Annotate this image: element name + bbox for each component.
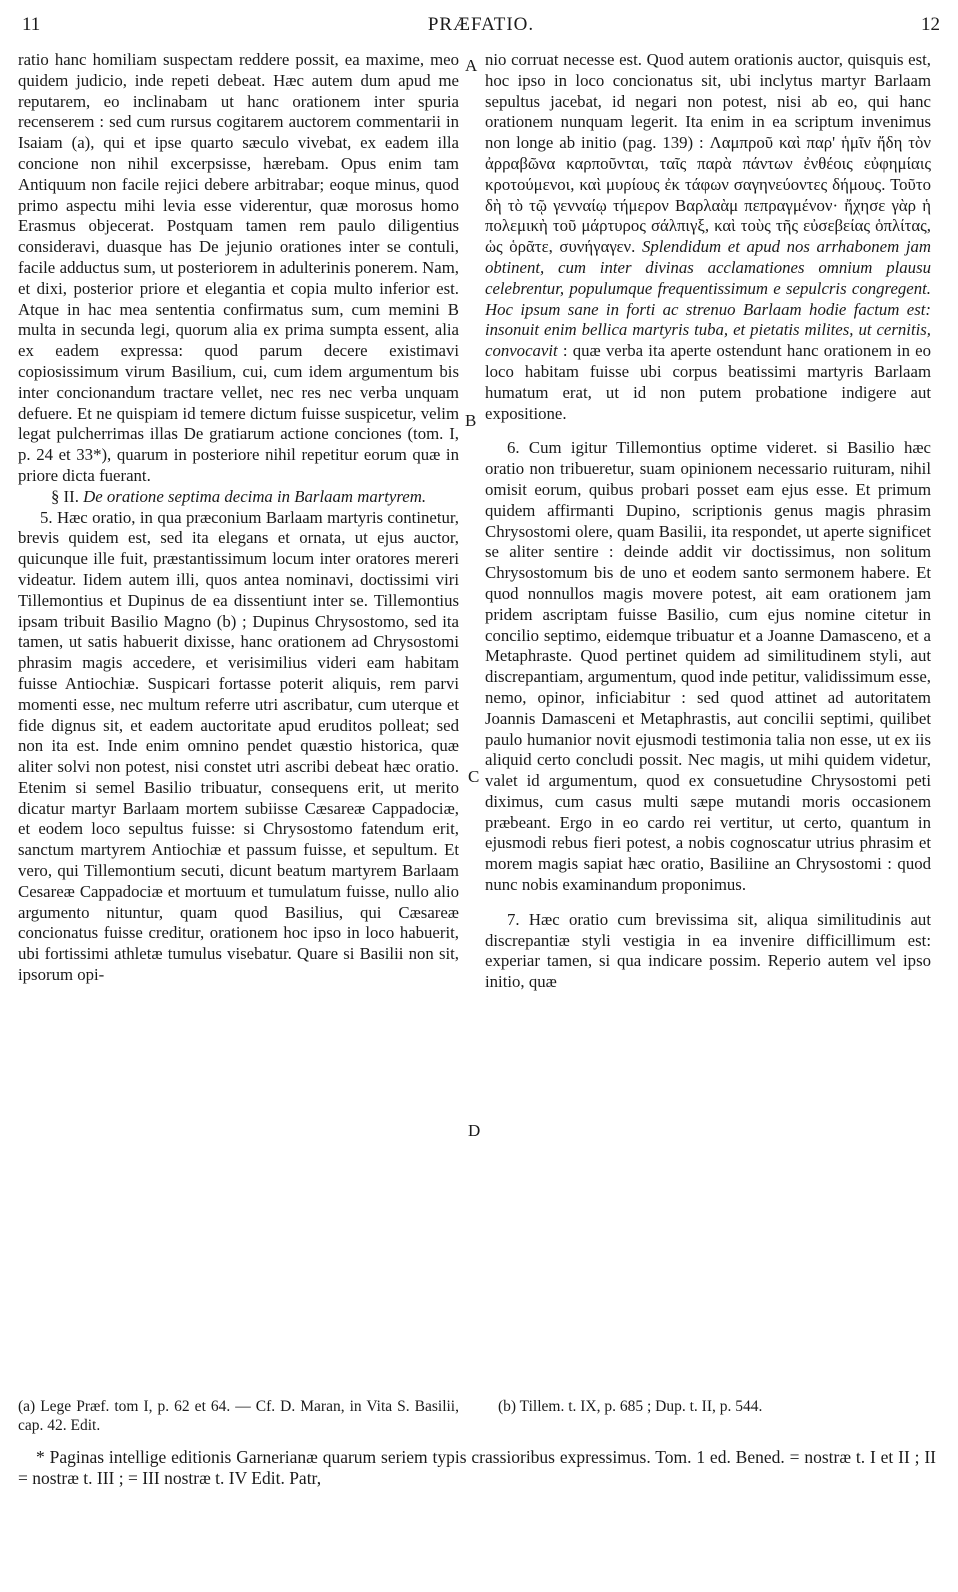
body-paragraph: ratio hanc homiliam suspectam reddere possit, ea maxime, meo quidem judicio, inde repeti debeat. Hæc autem dum apud me reputarem, eo inclinabam ut hanc orationem inter spuria recenserem : sed cum rursus cogitarem auctorem commentarii in Isaiam (a), qui et ipse quarto sæculo vivebat, ex eadem illa concione non nihil excerpsisse, hærebam. Opus enim tam Antiquum non facile rejici debere arbitrabar; eoque minus, quod primo aspectu mihi levia esse viderentur, quæ morosus homo Erasmus objecerat. Postquam tamen rem paulo diligentius consideravi, duasque has De jejunio orationes inter se contuli, facile adductus sum, ut posteriorem in adulterinis ponerem. Nam, et dixi, posterior priore et elegantia et copia multo inferior est. Atque in hac mea sententia confirmatus sum, cum memini B multa in secunda legi, quorum alia ex prima sumpta essent, alia ex eadem expressa: quod parum decere existimavi copiosissimum virum Basilium, cui, cum idem argumentum bis inter concionandum tractare vellet, nec res nec verba unquam defuere. Et ne quispiam id temere dictum fuisse suspicetur, velim legat pulcherrimas illas De gratiarum actione conciones (tom. I, p. 24 et 33*), quarum in posteriore nihil repetitur eorum quæ in priore dicta fuerant. bbox=[18, 50, 459, 485]
footnote-a: (a) Lege Præf. tom I, p. 62 et 64. — Cf. D. Maran, in Vita S. Basilii, cap. 42. Edit. bbox=[18, 1398, 459, 1434]
footnote-star bbox=[18, 1447, 936, 1488]
body-paragraph: 6. Cum igitur Tillemontius optime videret. si Basilio hæc oratio non tribueretur, suam opinionem necessario ruituram, nihil omisit eorum, quibus probari posset eam ejus esse. Et primum quidem affirmanti Dupino, scriptionis genus magis phrasim Chrysostomi olere, quam Basilii, ita respondet, ut aperte significet se aliter sentire : deinde addit vir doctissimus, non solitum Chrysostomum bis de uno et eodem santo sermonem habere. Et quod nonnullos magis movere potest, ait eam orationem jam pridem ascriptam fuisse Basilio, cum ejus nomine citetur in concilio septimo, eidemque tribuatur et a Joanne Damasceno, et a Metaphraste. Quod pertinet quidem ad similitudinem styli, aut discrepantiam, argumentum, quod inde petitur, validissimum esse, nemo, opinor, inficiabitur : sed quod attinet ad autoritatem Joannis Damasceni et Metaphrastis, aut concilii septimi, quilibet paulo humanior novit ejusmodi testimonia talia non esse, ut ex iis aliquid certo concludi possit. Nec magis, ut mihi quidem videtur, valet id argumentum, quod ex consuetudine Chrysostomi peti diximus, cum casus multi sæpe mutandi moris occasionem præbeant. Ergo in eo cardo rei vertitur, ut certo, quantum in ejusmodi rebus fieri potest, a nobis cognoscatur utrius phrasim et morem magis sapiat hæc oratio, Basiliine an Chrysostomi : quod nunc nobis examinandum proponimus. bbox=[485, 438, 931, 895]
body-paragraph: 7. Hæc oratio cum brevissima sit, aliqua similitudinis aut discrepantiæ styli vestigia in ea invenire difficillimum est: experiar tamen, si qua indicare possim. Reperio autem vel ipso initio, quæ bbox=[485, 909, 931, 992]
page-number-right: 12 bbox=[921, 14, 940, 35]
greek-quotation: nio corruat necesse est. Quod autem orationis auctor, quisquis est, hoc ipso in loco concionatus sit, ubi inclytus martyr Barlaam sepultus jacebat, id negari non potest, nisi ab eo, qui hanc orationem nunquam legerit. Ita enim in ea scriptum invenimus non longe ab initio (pag. 139) : Λαμπροῦ καὶ παρ' ἡμῖν ἤδη τὸν ἀρραβῶνα καρποῦνται, ταῖς παρὰ πάντων ἐνθέοις εὐφημίαις κροτούμενοι, καὶ μυρίους ἐκ τάφων σαγηνεύοντες δήμους. Τοῦτο δὴ τὸ τῷ γενναίῳ τήμερον Βαρλαὰμ πεπραγμένον· ἤχησε γὰρ ἡ πολεμικὴ τοῦ μάρτυρος σάλπιγξ, καὶ τοὺς τῆς εὐσεβείας ὁπλίτας, ὡς ὁρᾶτε, συνήγαγεν. bbox=[485, 50, 931, 257]
section-heading bbox=[18, 487, 459, 508]
page-number-left: 11 bbox=[22, 14, 41, 35]
margin-marker-d: D bbox=[468, 1121, 481, 1140]
body-paragraph bbox=[485, 50, 931, 424]
running-title: PRÆFATIO. bbox=[427, 14, 535, 35]
section-number: § II. bbox=[50, 486, 79, 506]
left-column bbox=[18, 50, 459, 986]
paragraph-tail: : quæ verba ita aperte ostendunt hanc orationem in eo loco habitam fuisse ubi corpus beatissimi martyris Barlaam humatum erat, ut id non putem probatione indigere aut expositione. bbox=[485, 341, 932, 423]
footnote-star-text: * Paginas intellige editionis Garnerianæ quarum seriem typis crassioribus expressimus. Tom. 1 ed. Bened. = nostræ t. I et II ; II = nostræ t. III ; = III nostræ t. IV Edit. Patr, bbox=[18, 1447, 936, 1488]
margin-marker-c: C bbox=[468, 767, 480, 786]
margin-marker-b: B bbox=[465, 411, 477, 430]
section-title: De oratione septima decima in Barlaam martyrem. bbox=[83, 486, 427, 506]
body-paragraph: 5. Hæc oratio, in qua præconium Barlaam martyris continetur, brevis quidem est, sed ita elegans et ornata, ut ejus auctor, quicunque ille fuit, præstantissimum locum inter oratores mereri videatur. Iidem autem illi, quos antea nominavi, doctissimi viri Tillemontius et Dupinus de ea dissentiunt inter se. Tillemontius ipsam tribuit Basilio Magno (b) ; Dupinus Chrysostomo, sed ita tamen, ut satis habuerit dixisse, hanc orationem ad Chrysostomi phrasim magis accedere, et verisimilius videri eam habitam fuisse Antiochiæ. Suspicari fortasse poterit aliquis, rem parvi momenti esse, nec multum referre utri ascribatur, cum uterque et fide dignus sit, et eadem auctoritate apud eruditos polleat; sed non ita est. Inde enim omnino pendet quæstio historica, quæ aliter solvi non potest, nisi constet utri ascribi debeat hæc oratio. Etenim si semel Basilio tribuatur, consequens erit, ut merito dicatur martyr Barlaam mortem subiisse Cæsareæ Cappadociæ, et eodem loco sepultus fuisse: si Chrysostomo fatendum erit, sanctum martyrem Antiochiæ et passum fuisse, et sepultum. Et vero, qui Tillemontium secuti, dicunt beatum martyrem Barlaam Cesareæ Cappadociæ et mortuum et tumulatum fuisse, nullo alio argumento nituntur, quam quod Basilius, qui Cæsareæ concionatus fuisse creditur, orationem hoc ipso in loco habuerit, ubi fortissimi athletæ tumulus visebatur. Quare si Basilii non sit, ipsorum opi- bbox=[18, 507, 459, 985]
page-header bbox=[22, 4, 940, 40]
margin-marker-a: A bbox=[465, 56, 478, 75]
footnote-b: (b) Tillem. t. IX, p. 685 ; Dup. t. II, p. 544. bbox=[498, 1398, 763, 1415]
right-column bbox=[485, 50, 931, 993]
latin-translation: Splendidum et apud nos arrhabonem jam obtinent, cum inter divinas acclamationes omnium plausu celebrentur, populumque frequentissimum e sepulcris congregent. Hoc ipsum sane in forti ac strenuo Barlaam hodie factum est: insonuit enim bellica martyris tuba, et pietatis milites, ut cernitis, convocavit bbox=[485, 237, 931, 361]
